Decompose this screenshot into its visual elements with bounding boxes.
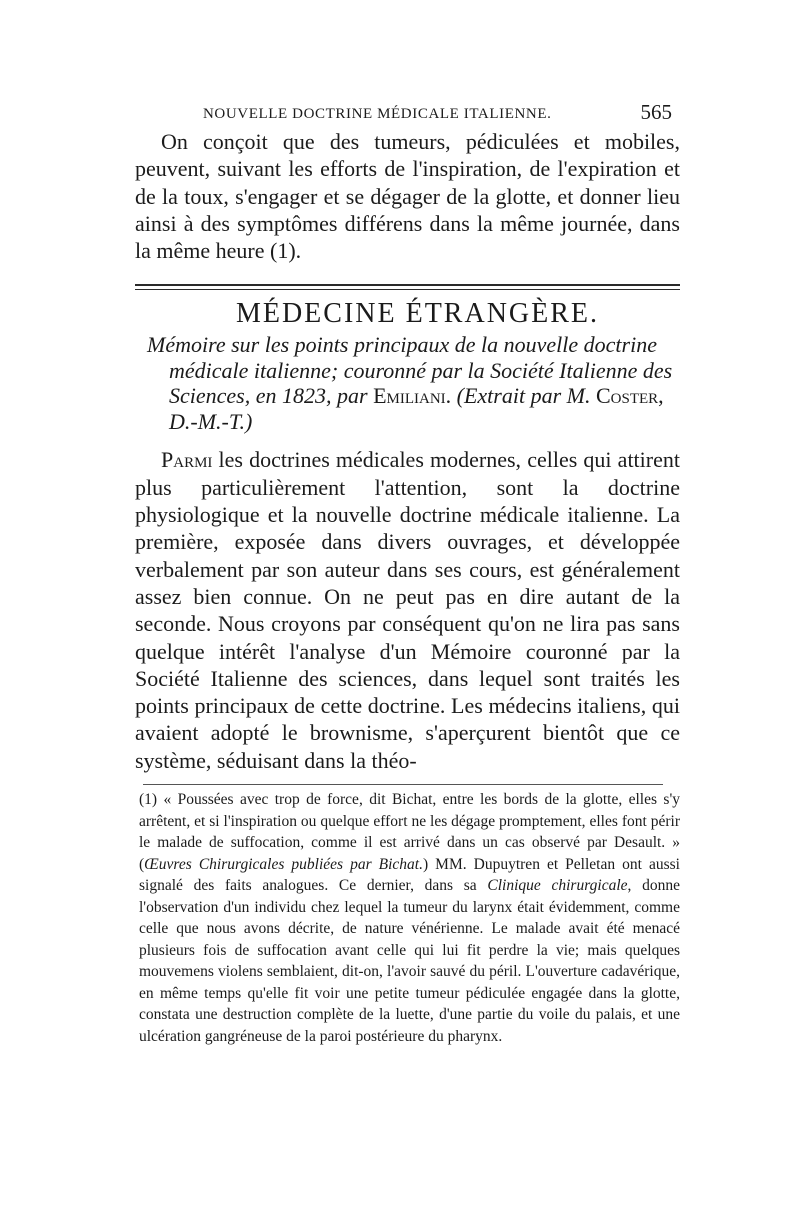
footnote-source: Œuvres Chirurgicales publiées par Bichat.	[144, 855, 423, 873]
memoir-author: Emiliani.	[373, 383, 452, 409]
footnote-text: , donne l'observation d'un individu chez lequel la tumeur du larynx était évidemment, comme celle que nous avons décrite, de nature vénérienne. Le malade avait été menacé plusieurs fois de suffocation avant celle qui lui fit perdre la vie; mais quelques mouvemens violens semblaient, dit-on, l'avoir sauvé du péril. L'ouverture cadavérique, en même temps qu'elle fit voir une petite tumeur pédiculée engagée dans la glotte, constata une destruction complète de la luette, d'une partie du voile du palais, et une ulcération gangréneuse de la paroi postérieure du pharynx.	[139, 877, 680, 1045]
footnote-source: Clinique chirurgicale	[487, 877, 628, 895]
memoir-line: Mémoire sur les points principaux de la nouvelle doctrine	[147, 332, 657, 358]
footnote-divider	[143, 784, 663, 785]
section-divider-thick	[135, 284, 680, 286]
memoir-line	[147, 383, 680, 409]
memoir-citation	[135, 332, 680, 434]
lead-word: Parmi	[161, 447, 213, 473]
running-head	[135, 98, 680, 128]
main-paragraph	[135, 446, 680, 774]
memoir-translator: Coster	[595, 383, 659, 409]
footnote-text: ) MM. Dupuytren et Pelletan ont aussi signalé des faits analogues. Ce dernier, dans sa	[139, 855, 680, 895]
section-divider-thin	[135, 289, 680, 290]
running-title: NOUVELLE DOCTRINE MÉDICALE ITALIENNE.	[203, 106, 552, 122]
footnote	[135, 789, 680, 1047]
page-number: 565	[640, 100, 672, 124]
memoir-line: médicale italienne; couronné par la Société Italienne des	[169, 357, 673, 383]
opening-paragraph: On conçoit que des tumeurs, pédiculées et mobiles, peuvent, suivant les efforts de l'inspiration, de l'expiration et de la toux, s'engager et se dégager de la glotte, et donner lieu ainsi à des symptômes différens dans la même journée, dans la même heure (1).	[135, 129, 680, 264]
book-page	[135, 98, 680, 1047]
memoir-line: D.-M.-T.)	[169, 408, 253, 434]
main-text: les doctrines médicales modernes, celles qui attirent plus particulièrement l'attention, sont la doctrine physiologique et la nouvelle doctrine médicale italienne. La première, exposée dans divers ouvrages, et développée verbalement par son auteur dans ses cours, est généralement assez bien connue. On ne peut pas en dire autant de la seconde. Nous croyons par conséquent qu'on ne lira pas sans quelque intérêt l'analyse d'un Mémoire couronné par la Société Italienne des sciences, dans lequel sont traités les points principaux de cette doctrine. Les médecins italiens, qui avaient adopté le brownisme, s'aperçurent bientôt que ce système, séduisant dans la théo-	[135, 447, 680, 773]
memoir-text: (Extrait par M.	[451, 383, 596, 409]
section-title: MÉDECINE ÉTRANGÈRE.	[235, 298, 600, 330]
memoir-text: Sciences, en 1823, par	[169, 383, 374, 409]
footnote-text: (1) « Poussées avec trop de force, dit Bichat, entre les bords de la glotte, elles s'y arrêtent, et si l'inspiration ou quelque effort ne les dégage promptement, elles font périr le malade de suffocation, comme il est arrivé dans un cas observé par Desault. » (	[139, 791, 680, 873]
memoir-text: ,	[658, 383, 664, 409]
